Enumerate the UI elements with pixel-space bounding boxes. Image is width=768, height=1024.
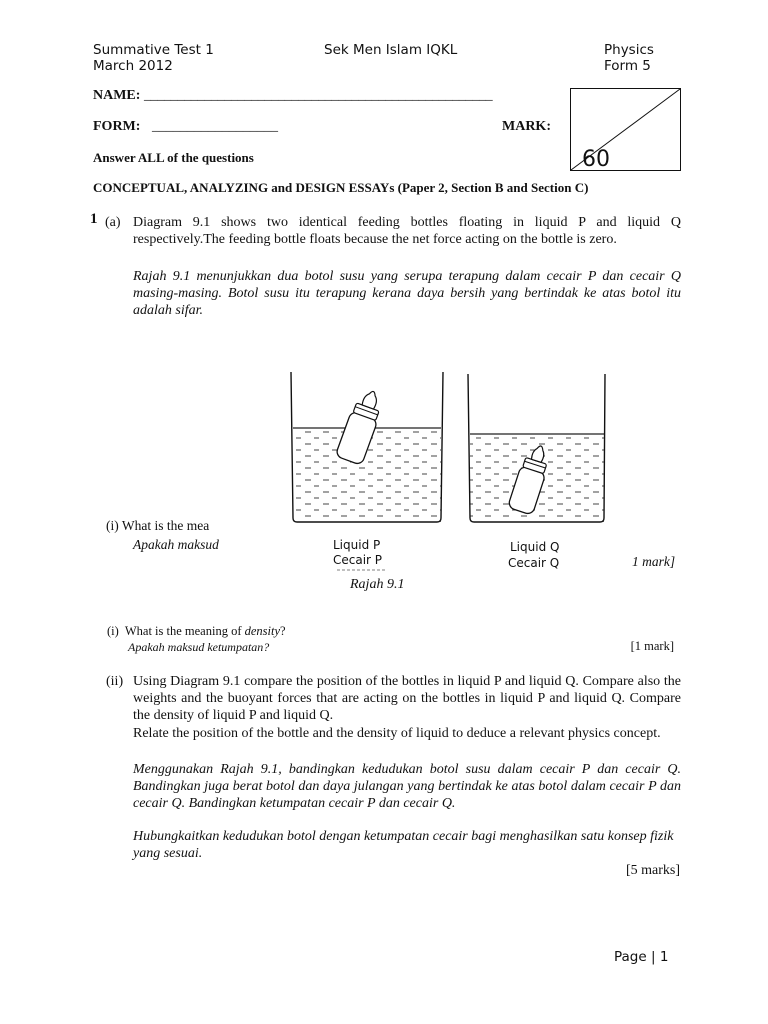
question-a-label: (a) [105, 215, 121, 230]
label-cecair-q: Cecair Q [508, 556, 560, 570]
part-ii-malay: Menggunakan Rajah 9.1, bandingkan kedudukan botol susu dalam cecair P dan cecair Q. Bandingkan juga berat botol dan daya julangan yang bertindak ke atas botol dalam cecair P dan cecair Q. Bandingkan ketumpatan cecair P dan cecair Q. [133, 762, 681, 811]
header-form: Form 5 [604, 58, 651, 74]
header-subject: Physics [604, 42, 654, 58]
diagram-9-1 [285, 368, 615, 600]
header-subject-test: Summative Test 1 [93, 42, 214, 58]
name-line: ____________________________________________________ [143, 88, 493, 103]
question-a-text: Diagram 9.1 shows two identical feeding bottles floating in liquid P and liquid Q respectively.The feeding bottle floats because the net force acting on the bottle is zero. [133, 215, 681, 247]
overlap-malay-fragment: Apakah maksud [133, 537, 219, 552]
beaker-q [468, 374, 605, 522]
beaker-p [291, 372, 443, 522]
part-i-question [107, 624, 286, 639]
label-liquid-p: Liquid P [333, 538, 381, 552]
part-ii-label: (ii) [106, 674, 124, 689]
part-ii-text2: Relate the position of the bottle and the density of liquid to deduce a relevant physics concept. [133, 726, 661, 741]
part-i-term: density [244, 624, 281, 638]
page-number: Page | 1 [614, 949, 669, 965]
instruction: Answer ALL of the questions [93, 150, 254, 165]
beakers-figure [285, 368, 615, 600]
label-cecair-p: Cecair P [333, 553, 383, 567]
section-title: CONCEPTUAL, ANALYZING and DESIGN ESSAYs (Paper 2, Section B and Section C) [93, 180, 589, 195]
part-i-marks: [1 mark] [630, 639, 674, 653]
part-ii-text: Using Diagram 9.1 compare the position of the bottles in liquid P and liquid Q. Compare also the weights and the buoyant forces that are acting on the bottles in liquid P and liquid Q. Compare the density of liquid P and liquid Q. [133, 674, 681, 723]
form-label: FORM: [93, 119, 141, 134]
label-liquid-q: Liquid Q [510, 540, 560, 554]
part-i-malay: Apakah maksud ketumpatan? [128, 640, 270, 654]
header-school: Sek Men Islam IQKL [324, 42, 458, 58]
part-i-text-prefix: What is the meaning of [124, 624, 245, 638]
part-i-label: (i) [107, 624, 119, 638]
part-ii-marks: [5 marks] [625, 863, 680, 878]
part-ii-malay2: Hubungkaitkan kedudukan botol dengan ketumpatan cecair bagi menghasilkan satu konsep fizik yang sesuai. [133, 829, 674, 861]
form-line: __________________ [151, 119, 278, 134]
name-label: NAME: [93, 88, 141, 103]
mark-box[interactable] [570, 88, 681, 171]
header-date: March 2012 [93, 58, 173, 74]
question-number: 1 [90, 211, 98, 227]
mark-total: 60 [582, 147, 610, 171]
question-a-malay: Rajah 9.1 menunjukkan dua botol susu yang serupa terapung dalam cecair P dan cecair Q masing-masing. Botol susu itu terapung kerana daya bersih yang bertindak ke atas botol itu adalah sifar. [133, 269, 681, 318]
name-field[interactable] [93, 88, 492, 104]
diagram-caption: Rajah 9.1 [350, 577, 405, 592]
mark-label: MARK: [502, 119, 551, 134]
overlap-question-fragment: (i) What is the mea [106, 518, 210, 533]
part-i-text-suffix: ? [280, 624, 286, 638]
form-field[interactable] [93, 119, 278, 135]
mark-box-graphic [570, 88, 681, 171]
overlap-mark-fragment: 1 mark] [632, 554, 676, 569]
